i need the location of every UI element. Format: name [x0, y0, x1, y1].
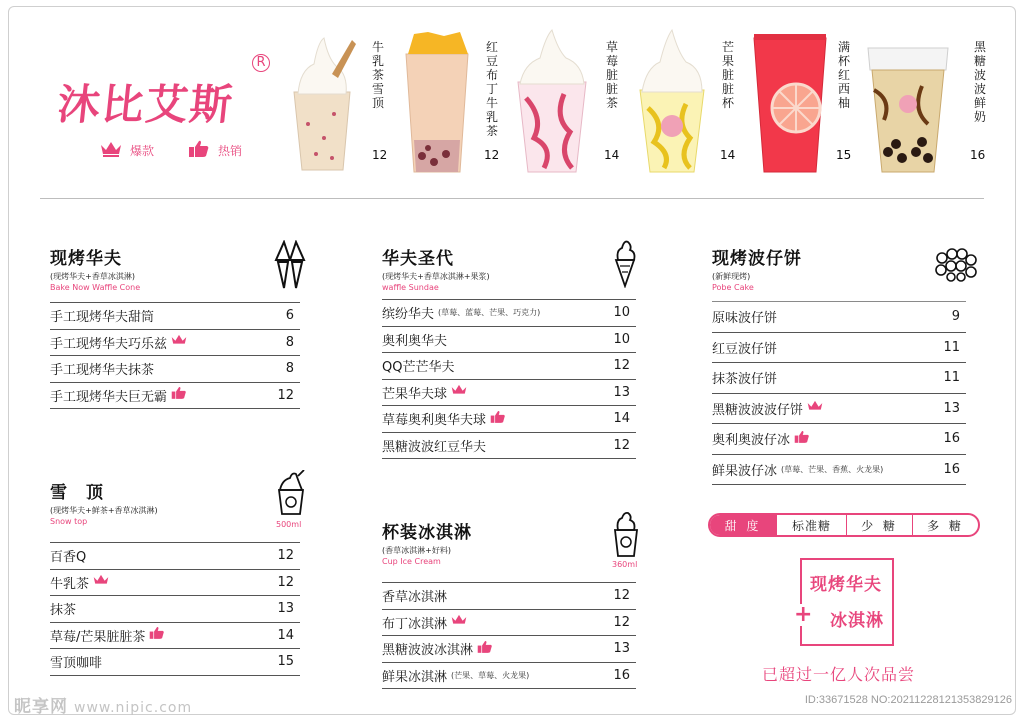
item-price: 14 — [613, 411, 630, 427]
item-price: 8 — [285, 334, 294, 350]
thumbs-up-icon — [794, 430, 810, 448]
menu-item — [382, 663, 636, 690]
stamp-line-2: 冰淇淋 — [830, 611, 884, 631]
drink-image-milk-tea-snowtop — [288, 34, 358, 178]
menu-list — [382, 582, 636, 689]
drink-image-redbean-pudding-milk-tea — [400, 30, 474, 178]
menu-item — [382, 380, 636, 407]
menu-item — [50, 649, 300, 676]
item-price: 6 — [285, 308, 294, 324]
watermark-site — [14, 692, 192, 717]
item-name: 布丁冰淇淋 — [382, 616, 448, 632]
drink-image-grapefruit — [750, 28, 830, 178]
item-name: 草莓/芒果脏脏茶 — [50, 629, 146, 645]
item-price: 10 — [613, 305, 630, 321]
section-snowtop — [50, 478, 300, 676]
item-name: 雪顶咖啡 — [50, 656, 103, 672]
thumbs-up-icon — [149, 626, 165, 644]
item-price: 16 — [943, 431, 960, 447]
divider — [40, 198, 984, 199]
item-name: 牛乳茶 — [50, 576, 90, 592]
drink-name: 草莓脏脏茶 — [606, 40, 619, 110]
item-name: 抹茶波仔饼 — [712, 372, 778, 388]
cup-ice-cream-icon — [612, 510, 640, 562]
item-price: 13 — [613, 384, 630, 400]
menu-item — [382, 433, 636, 460]
brand-logo: 沐比艾斯 — [55, 80, 237, 129]
drink-price: 14 — [720, 148, 736, 162]
drink-price: 16 — [970, 148, 986, 162]
sweetness-label: 甜 度 — [710, 515, 776, 535]
menu-item — [712, 394, 966, 425]
item-name: 手工现烤华夫巨无霸 — [50, 389, 168, 405]
item-name: 手工现烤华夫巧乐兹 — [50, 336, 168, 352]
item-note: (草莓、芒果、香蕉、火龙果) — [781, 464, 884, 474]
thumbs-up-icon — [188, 140, 210, 161]
menu-list — [712, 301, 966, 485]
menu-item — [712, 363, 966, 394]
section-en-title: waffle Sundae — [382, 283, 439, 292]
menu-list — [50, 302, 300, 409]
menu-item — [382, 636, 636, 663]
item-price: 11 — [943, 339, 960, 355]
item-price: 13 — [943, 400, 960, 416]
drink-image-brown-sugar-boba-milk — [862, 40, 954, 178]
item-price: 15 — [277, 654, 294, 670]
legend-popular-label: 热销 — [218, 144, 243, 158]
menu-item — [712, 302, 966, 333]
promo-stamp — [794, 558, 894, 646]
drink-name: 黑糖波波鲜奶 — [974, 40, 987, 124]
item-name: 鲜果波仔冰 — [712, 463, 778, 479]
section-waffle — [50, 244, 300, 409]
item-price: 16 — [613, 667, 630, 683]
item-price: 12 — [277, 548, 294, 564]
drink-name: 芒果脏脏杯 — [722, 40, 735, 110]
item-price: 12 — [613, 437, 630, 453]
section-en-title: Cup Ice Cream — [382, 557, 441, 566]
drink-price: 12 — [372, 148, 388, 162]
menu-item — [382, 300, 636, 327]
thumbs-up-icon — [490, 410, 506, 428]
section-subtitle: (香草冰淇淋+好料) — [382, 546, 451, 555]
drink-price: 12 — [484, 148, 500, 162]
tagline: 已超过一亿人次品尝 — [762, 665, 916, 684]
sweetness-option-less[interactable]: 少 糖 — [846, 515, 912, 535]
drink-image-strawberry-dirty-tea — [514, 28, 590, 178]
item-price: 11 — [943, 370, 960, 386]
watermark-url: www.nipic.com — [74, 700, 193, 716]
section-title: 华夫圣代 — [382, 249, 454, 269]
menu-item — [50, 356, 300, 383]
item-name: 百香Q — [50, 550, 87, 566]
item-price: 12 — [613, 358, 630, 374]
menu-item — [712, 455, 966, 486]
menu-item — [382, 327, 636, 354]
thumbs-up-icon — [171, 386, 187, 404]
menu-item — [382, 353, 636, 380]
drink-price: 14 — [604, 148, 620, 162]
item-price: 13 — [277, 601, 294, 617]
item-name: 黑糖波波波仔饼 — [712, 402, 804, 418]
drink-name: 满杯红西柚 — [838, 40, 851, 110]
drink-name: 红豆布丁牛乳茶 — [486, 40, 499, 138]
item-note: (草莓、蓝莓、芒果、巧克力) — [438, 308, 541, 318]
item-name: 芒果华夫球 — [382, 386, 448, 402]
stamp-plus: + — [794, 602, 813, 627]
item-name: 抹茶 — [50, 603, 77, 619]
thumbs-up-icon — [477, 640, 493, 658]
section-title: 杯装冰淇淋 — [382, 523, 472, 543]
drink-price: 15 — [836, 148, 852, 162]
menu-item — [382, 610, 636, 637]
crown-icon — [100, 141, 122, 160]
item-note: (芒果、草莓、火龙果) — [451, 670, 530, 680]
item-name: 草莓奥利奥华夫球 — [382, 413, 487, 429]
menu-item — [382, 583, 636, 610]
section-cup-ice-cream — [382, 518, 636, 689]
watermark-site-name: 昵享网 — [14, 697, 68, 717]
item-price: 9 — [951, 309, 960, 325]
menu-item — [50, 543, 300, 570]
item-price: 12 — [613, 588, 630, 604]
section-subtitle: (新鲜现烤) — [712, 272, 751, 281]
sweetness-selector — [708, 513, 980, 537]
item-price: 13 — [613, 641, 630, 657]
registered-mark: R — [252, 54, 270, 72]
waffle-cone-icon — [274, 240, 306, 294]
item-price: 12 — [277, 387, 294, 403]
section-en-title: Pobe Cake — [712, 283, 754, 292]
menu-item — [50, 383, 300, 410]
section-pobe-cake — [712, 244, 966, 485]
snowtop-cup-icon — [276, 470, 306, 520]
stamp-line-1: 现烤华夫 — [810, 575, 882, 595]
menu-item — [50, 303, 300, 330]
menu-item — [50, 596, 300, 623]
volume-label: 500ml — [276, 520, 302, 529]
menu-item — [50, 623, 300, 650]
watermark-id: ID:33671528 NO:20211228121353829126 — [804, 694, 1012, 706]
egg-waffle-icon — [934, 248, 978, 286]
crown-icon — [93, 574, 109, 590]
sweetness-option-standard[interactable]: 标准糖 — [776, 515, 846, 535]
section-title: 现烤华夫 — [50, 249, 122, 269]
section-subtitle: (现烤华夫+鲜茶+香草冰淇淋) — [50, 506, 158, 515]
item-price: 10 — [613, 331, 630, 347]
item-name: 香草冰淇淋 — [382, 590, 448, 606]
crown-icon — [451, 384, 467, 400]
volume-label: 360ml — [612, 560, 638, 569]
drink-name: 牛乳茶雪顶 — [372, 40, 385, 110]
section-title: 雪 顶 — [50, 483, 104, 503]
item-price: 12 — [613, 614, 630, 630]
menu-item — [382, 406, 636, 433]
section-title: 现烤波仔饼 — [712, 249, 802, 269]
crown-icon — [807, 400, 823, 416]
section-sundae — [382, 244, 636, 459]
item-name: QQ芒芒华夫 — [382, 360, 455, 376]
menu-item — [712, 424, 966, 455]
item-name: 缤纷华夫 — [382, 307, 435, 323]
item-name: 黑糖波波红豆华夫 — [382, 439, 487, 455]
menu-list — [50, 542, 300, 676]
item-price: 14 — [277, 627, 294, 643]
sweetness-option-more[interactable]: 多 糖 — [912, 515, 978, 535]
item-name: 奥利奥波仔冰 — [712, 433, 791, 449]
legend — [100, 140, 242, 161]
item-name: 红豆波仔饼 — [712, 341, 778, 357]
item-price: 8 — [285, 361, 294, 377]
crown-icon — [171, 334, 187, 350]
item-name: 鲜果冰淇淋 — [382, 669, 448, 685]
crown-icon — [451, 614, 467, 630]
item-name: 奥利奥华夫 — [382, 333, 448, 349]
section-subtitle: (现烤华夫+香草冰淇淋+果浆) — [382, 272, 490, 281]
ice-cream-cone-icon — [612, 238, 638, 292]
item-name: 原味波仔饼 — [712, 311, 778, 327]
section-en-title: Bake Now Waffle Cone — [50, 283, 141, 292]
drink-image-mango-dirty-cup — [636, 28, 708, 178]
item-name: 黑糖波波冰淇淋 — [382, 643, 474, 659]
item-name: 手工现烤华夫抹茶 — [50, 363, 155, 379]
legend-hot-label: 爆款 — [130, 144, 155, 158]
menu-item — [50, 330, 300, 357]
menu-item — [50, 570, 300, 597]
section-en-title: Snow top — [50, 517, 88, 526]
menu-list — [382, 299, 636, 459]
item-price: 16 — [943, 461, 960, 477]
item-name: 手工现烤华夫甜筒 — [50, 310, 155, 326]
menu-item — [712, 333, 966, 364]
section-subtitle: (现烤华夫+香草冰淇淋) — [50, 272, 135, 281]
item-price: 12 — [277, 574, 294, 590]
